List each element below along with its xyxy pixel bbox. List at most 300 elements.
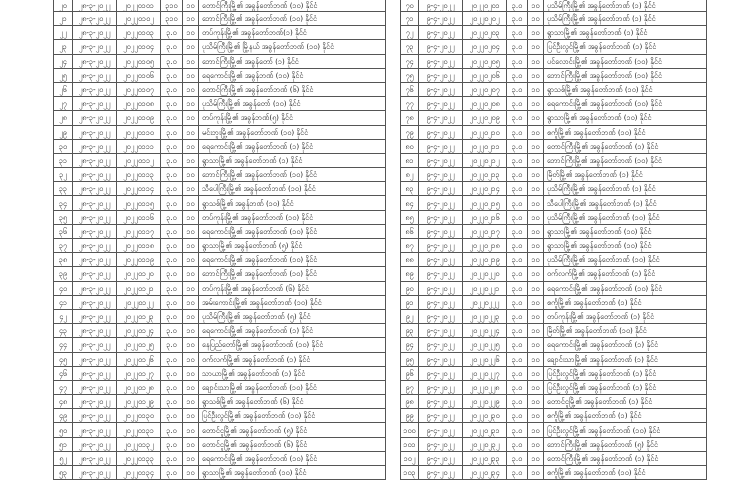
amount-cell: ၃.၀ <box>161 239 183 253</box>
reference-cell: ၂၀၂၂၀၂၁၇ <box>463 224 507 238</box>
table-row <box>401 224 707 238</box>
count-cell: ၁၀ <box>183 466 199 480</box>
table-row <box>54 281 386 295</box>
row-number-cell: ၄၃ <box>54 324 73 338</box>
date-cell: ၂၈-၃-၂၀၂၂ <box>73 139 117 153</box>
date-cell: ၂၈-၃-၂၀၂၂ <box>73 182 117 196</box>
date-cell: ၉-၄-၂၀၂၂ <box>419 168 463 182</box>
description-cell: ပြင်ဦးလွင်မြို့၏ အခွန်တော်ဘဏ် (၁) နိုင်ငံ <box>544 40 707 54</box>
count-cell: ၁၀ <box>183 68 199 82</box>
description-cell: အမ်းကောင်းမြို့၏ အခွန်တော်ဘဏ် (၁၀) နိုင်ငံ <box>199 295 386 309</box>
description-cell: ရေကောင်းမြို့၏ အခွန်တော်ဘဏ် (၁၀) နိုင်ငံ <box>199 224 386 238</box>
description-cell: ဘောင်ကြီးမြို့၏ အခွန်တော်ဘဏ် (၁၀) နိုင်ငံ <box>544 68 707 82</box>
table-row <box>401 40 707 54</box>
reference-cell: ၂၀၂၂၀၂၃၀ <box>463 409 507 423</box>
description-cell: ဘောင်ကြီးမြို့၏ အခွန်တော်ဘဏ် (၅) နိုင်ငံ <box>544 437 707 451</box>
count-cell: ၁၀ <box>528 82 544 96</box>
amount-cell: ၃၁၀ <box>161 0 183 12</box>
table-row <box>54 352 386 366</box>
reference-cell: ၂၀၂၂၀၁၁၈ <box>117 239 161 253</box>
date-cell: ၉-၄-၂၀၂၂ <box>419 111 463 125</box>
right-table <box>400 0 707 480</box>
table-row <box>54 239 386 253</box>
row-number-cell: ၈၂ <box>401 168 419 182</box>
reference-cell: ၂၀၂၂၀၁၁၂ <box>117 153 161 167</box>
count-cell: ၁၀ <box>528 451 544 465</box>
count-cell: ၁၀ <box>183 338 199 352</box>
count-cell: ၁၀ <box>183 153 199 167</box>
date-cell: ၂၈-၃-၂၀၂၂ <box>73 324 117 338</box>
date-cell: ၂၈-၃-၂၀၂၂ <box>73 267 117 281</box>
date-cell: ၂၈-၃-၂၀၂၂ <box>73 309 117 323</box>
reference-cell: ၂၀၂၂၀၁၂၄ <box>117 324 161 338</box>
description-cell: တောင်ကြီးမြို့၏ အခွန်တော်ဘဏ် (၁) နိုင်ငံ <box>544 451 707 465</box>
amount-cell: ၃.၀ <box>161 281 183 295</box>
amount-cell: ၃.၀ <box>161 224 183 238</box>
amount-cell: ၃.၀ <box>507 82 528 96</box>
amount-cell: ၃.၀ <box>507 12 528 26</box>
reference-cell: ၂၀၂၂၀၁၂၀ <box>117 267 161 281</box>
row-number-cell: ၁၀၁ <box>401 437 419 451</box>
reference-cell: ၂၀၂၂၀၂၀၇ <box>463 82 507 96</box>
date-cell: ၉-၄-၂၀၂၂ <box>419 239 463 253</box>
row-number-cell: ၃၅ <box>54 210 73 224</box>
reference-cell: ၂၀၂၂၀၂၁၈ <box>463 239 507 253</box>
reference-cell: ၂၀၂၂၀၂၀၂ <box>463 12 507 26</box>
description-cell: ပြင်ဦးလွင်မြို့၏ အခွန်တော်ဘဏ် (၁) နိုင်ငံ <box>544 366 707 380</box>
count-cell: ၁၀ <box>528 12 544 26</box>
date-cell: ၂၈-၃-၂၀၂၂ <box>73 168 117 182</box>
row-number-cell: ၃၃ <box>54 182 73 196</box>
description-cell: ရေကောင်းမြို့၏ အခွန်တော်ဘဏ် (၁၀) နိုင်ငံ <box>199 253 386 267</box>
date-cell: ၂၈-၃-၂၀၂၂ <box>73 395 117 409</box>
table-row <box>54 26 386 40</box>
amount-cell: ၃.၀ <box>161 153 183 167</box>
row-number-cell: ၈၈ <box>401 253 419 267</box>
amount-cell: ၃.၀ <box>161 253 183 267</box>
description-cell: တပ်ကုန်းမြို့၏ အခွန်တော်ဘဏ် (၆) နိုင်ငံ <box>199 281 386 295</box>
row-number-cell: ၉၈ <box>401 395 419 409</box>
table-row <box>401 26 707 40</box>
reference-cell: ၂၀၂၂၀၂၂၈ <box>463 380 507 394</box>
description-cell: ပင်လောင်းမြို့၏ အခွန်တော်ဘဏ် (၁၀) နိုင်ငံ <box>544 54 707 68</box>
count-cell: ၁၀ <box>528 324 544 338</box>
row-number-cell: ၂၃ <box>54 40 73 54</box>
reference-cell: ၂၀၂၂၀၂၀၉ <box>463 111 507 125</box>
description-cell: စင်္ကူမြို့၏ အခွန်တော်ဘဏ် (၁) နိုင်ငံ <box>544 295 707 309</box>
amount-cell: ၃.၀ <box>507 224 528 238</box>
amount-cell: ၃.၀ <box>161 54 183 68</box>
date-cell: ၉-၄-၂၀၂၂ <box>419 267 463 281</box>
amount-cell: ၃.၀ <box>507 153 528 167</box>
date-cell: ၉-၄-၂၀၂၂ <box>419 324 463 338</box>
table-row <box>54 309 386 323</box>
reference-cell: ၂၀၂၂၀၁၂၂ <box>117 295 161 309</box>
row-number-cell: ၃၀ <box>54 139 73 153</box>
amount-cell: ၃.၀ <box>161 295 183 309</box>
reference-cell: ၂၀၂၂၀၂၂၄ <box>463 324 507 338</box>
count-cell: ၁၀ <box>528 239 544 253</box>
reference-cell: ၂၀၂၂၀၁၀၄ <box>117 40 161 54</box>
description-cell: ဘောင်ကြီးမြို့၏ အခွန်တော်ဘဏ် (၁၀) နိုင်ငံ <box>199 267 386 281</box>
amount-cell: ၃.၀ <box>507 380 528 394</box>
reference-cell: ၂၀၂၂၀၂၂၇ <box>463 366 507 380</box>
description-cell: တောင်ကြီးမြို့၏ အခွန်တော်ဘဏ် (၆) နိုင်ငံ <box>199 82 386 96</box>
row-number-cell: ၈၃ <box>401 182 419 196</box>
description-cell: ရွာသာမြို့၏ အခွန်တော်ဘဏ် (၁) နိုင်ငံ <box>199 153 386 167</box>
table-row <box>401 409 707 423</box>
amount-cell: ၃.၀ <box>161 451 183 465</box>
table-row <box>54 182 386 196</box>
date-cell: ၂၈-၃-၂၀၂၂ <box>73 366 117 380</box>
table-row <box>401 380 707 394</box>
date-cell: ၉-၄-၂၀၂၂ <box>419 338 463 352</box>
row-number-cell: ၉၃ <box>401 324 419 338</box>
table-row <box>401 253 707 267</box>
amount-cell: ၃.၀ <box>507 0 528 12</box>
table-row <box>401 139 707 153</box>
count-cell: ၁၀ <box>183 437 199 451</box>
count-cell: ၁၀ <box>183 97 199 111</box>
reference-cell: ၂၀၂၂၀၁၁၁ <box>117 139 161 153</box>
count-cell: ၁၀ <box>183 309 199 323</box>
reference-cell: ၂၀၂၂၀၁၁၃ <box>117 168 161 182</box>
amount-cell: ၃.၀ <box>507 97 528 111</box>
description-cell: ရွာသာမြို့၏ အခွန်တော်ဘဏ် (၁) နိုင်ငံ <box>544 26 707 40</box>
date-cell: ၉-၄-၂၀၂၂ <box>419 26 463 40</box>
reference-cell: ၂၀၂၂၀၁၁၉ <box>117 253 161 267</box>
amount-cell: ၃.၀ <box>161 111 183 125</box>
amount-cell: ၃.၀ <box>161 82 183 96</box>
row-number-cell: ၂၆ <box>54 82 73 96</box>
description-cell: မင်းဘူးမြို့၏ အခွန်တော်ဘဏ် (၁၀) နိုင်ငံ <box>199 125 386 139</box>
table-row <box>54 395 386 409</box>
row-number-cell: ၈၇ <box>401 239 419 253</box>
amount-cell: ၃.၀ <box>161 309 183 323</box>
count-cell: ၁၀ <box>183 281 199 295</box>
count-cell: ၁၀ <box>528 125 544 139</box>
date-cell: ၂၈-၃-၂၀၂၂ <box>73 451 117 465</box>
amount-cell: ၃.၀ <box>507 253 528 267</box>
amount-cell: ၃.၀ <box>507 395 528 409</box>
table-row <box>401 281 707 295</box>
date-cell: ၉-၄-၂၀၂၂ <box>419 139 463 153</box>
row-number-cell: ၃၁ <box>54 153 73 167</box>
row-number-cell: ၃၂ <box>54 168 73 182</box>
amount-cell: ၃.၀ <box>507 54 528 68</box>
date-cell: ၂၈-၃-၂၀၂၂ <box>73 196 117 210</box>
table-row <box>54 40 386 54</box>
count-cell: ၁၀ <box>528 366 544 380</box>
amount-cell: ၃.၀ <box>507 239 528 253</box>
reference-cell: ၂၀၂၂၀၁၂၃ <box>117 309 161 323</box>
count-cell: ၁၀ <box>183 352 199 366</box>
table-row <box>54 366 386 380</box>
amount-cell: ၃.၀ <box>507 196 528 210</box>
table-row <box>54 168 386 182</box>
description-cell: ဘောင်ကြီးမြို့၏ အခွန်တော်ဘဏ် (၁၀) နိုင်ငံ <box>544 153 707 167</box>
description-cell: တပ်ကုန်းမြို့၏ အခွန်တော်ဘဏ်(၁) နိုင်ငံ <box>199 26 386 40</box>
reference-cell: ၂၀၂၂၀၂၁၄ <box>463 182 507 196</box>
table-row <box>54 437 386 451</box>
count-cell: ၁၀ <box>183 366 199 380</box>
reference-cell: ၂၀၂၂၀၂၁၅ <box>463 196 507 210</box>
table-row <box>54 82 386 96</box>
row-number-cell: ၇၃ <box>401 40 419 54</box>
description-cell: တပ်ကုန်းမြို့၏ အခွန်ဘဏ်(၅) နိုင်ငံ <box>199 111 386 125</box>
table-row <box>401 338 707 352</box>
row-number-cell: ၁၀၃ <box>401 466 419 480</box>
amount-cell: ၃.၀ <box>507 26 528 40</box>
row-number-cell: ၉၆ <box>401 366 419 380</box>
reference-cell: ၂၀၂၂၀၂၁၃ <box>463 168 507 182</box>
date-cell: ၂၈-၃-၂၀၂၂ <box>73 26 117 40</box>
row-number-cell: ၃၉ <box>54 267 73 281</box>
description-cell: ပုသိမ်ကြီးမြို့၏ အခွန်တော် (၁၀) နိုင်ငံ <box>199 97 386 111</box>
count-cell: ၁၀ <box>528 466 544 480</box>
amount-cell: ၃.၀ <box>507 111 528 125</box>
table-row <box>54 267 386 281</box>
row-number-cell: ၉၅ <box>401 352 419 366</box>
count-cell: ၁၀ <box>528 267 544 281</box>
amount-cell: ၃.၀ <box>161 267 183 281</box>
row-number-cell: ၃၆ <box>54 224 73 238</box>
date-cell: ၂၈-၃-၂၀၂၂ <box>73 210 117 224</box>
description-cell: သီပေါကြီးမြို့၏ အခွန်တော်ဘဏ် (၁) နိုင်ငံ <box>544 196 707 210</box>
reference-cell: ၂၀၂၂၀၁၂၇ <box>117 366 161 380</box>
amount-cell: ၃.၀ <box>161 26 183 40</box>
description-cell: ရွာသာမြို့၏ အခွန်တော်ဘဏ် (၁၀) နိုင်ငံ <box>544 239 707 253</box>
count-cell: ၁၀ <box>528 182 544 196</box>
row-number-cell: ၂၀ <box>54 0 73 12</box>
description-cell: ရွာသာမြို့၏ အခွန်တော်ဘဏ် (၁၀) နိုင်ငံ <box>544 111 707 125</box>
description-cell: တောင်ငူမြို့၏ အခွန်တော်ဘဏ် (၅) နိုင်ငံ <box>199 423 386 437</box>
amount-cell: ၃.၀ <box>161 352 183 366</box>
table-row <box>401 466 707 480</box>
row-number-cell: ၇၅ <box>401 68 419 82</box>
reference-cell: ၂၀၂၂၀၂၁၁ <box>463 139 507 153</box>
table-row <box>54 380 386 394</box>
amount-cell: ၃.၀ <box>161 409 183 423</box>
reference-cell: ၂၀၂၂၀၁၂၆ <box>117 352 161 366</box>
count-cell: ၁၀ <box>183 210 199 224</box>
table-row <box>401 97 707 111</box>
description-cell: ပုသိမ်ကြီးမြို့၏ မြို့နယ် အခွန်တော်ဘဏ် (၁၀) နိုင်ငံ <box>199 40 386 54</box>
reference-cell: ၂၀၂၂၀၂၁၂ <box>463 153 507 167</box>
description-cell: ရွာသစ်မြို့၏ အခွန်တော်ဘဏ် (၁၀) နိုင်ငံ <box>544 82 707 96</box>
reference-cell: ၂၀၂၂၀၂၂၅ <box>463 338 507 352</box>
row-number-cell: ၂၁ <box>54 12 73 26</box>
date-cell: ၉-၄-၂၀၂၂ <box>419 68 463 82</box>
date-cell: ၉-၄-၂၀၂၂ <box>419 437 463 451</box>
table-row <box>401 437 707 451</box>
amount-cell: ၃.၀ <box>161 437 183 451</box>
amount-cell: ၃.၀ <box>161 196 183 210</box>
count-cell: ၁၀ <box>183 267 199 281</box>
date-cell: ၂၈-၃-၂၀၂၂ <box>73 12 117 26</box>
row-number-cell: ၂၂ <box>54 26 73 40</box>
amount-cell: ၃.၀ <box>161 125 183 139</box>
table-row <box>54 0 386 12</box>
amount-cell: ၃.၀ <box>507 309 528 323</box>
row-number-cell: ၂၄ <box>54 54 73 68</box>
table-row <box>54 210 386 224</box>
date-cell: ၂၈-၃-၂၀၂၂ <box>73 437 117 451</box>
reference-cell: ၂၀၂၂၀၁၃၂ <box>117 437 161 451</box>
table-row <box>401 153 707 167</box>
description-cell: မြိတ်မြို့၏ အခွန်တော်ဘဏ် (၁) နိုင်ငံ <box>544 168 707 182</box>
row-number-cell: ၉၀ <box>401 281 419 295</box>
count-cell: ၁၀ <box>183 54 199 68</box>
reference-cell: ၂၀၂၂၀၂၀၃ <box>463 26 507 40</box>
amount-cell: ၃.၀ <box>161 466 183 480</box>
row-number-cell: ၉၉ <box>401 409 419 423</box>
row-number-cell: ၇၂ <box>401 26 419 40</box>
date-cell: ၂၈-၃-၂၀၂၂ <box>73 295 117 309</box>
row-number-cell: ၉၂ <box>401 309 419 323</box>
date-cell: ၂၈-၃-၂၀၂၂ <box>73 153 117 167</box>
date-cell: ၂၈-၃-၂၀၂၂ <box>73 239 117 253</box>
table-row <box>401 295 707 309</box>
reference-cell: ၂၀၂၂၀၂၃၁ <box>463 423 507 437</box>
amount-cell: ၃.၀ <box>161 380 183 394</box>
amount-cell: ၃.၀ <box>507 281 528 295</box>
description-cell: ပြင်ဦးလွင်မြို့၏ အခွန်တော်ဘဏ် (၁၀) နိုင်ငံ <box>544 423 707 437</box>
row-number-cell: ၄၂ <box>54 309 73 323</box>
count-cell: ၁၀ <box>528 139 544 153</box>
table-row <box>401 125 707 139</box>
amount-cell: ၃.၀ <box>507 409 528 423</box>
row-number-cell: ၂၉ <box>54 125 73 139</box>
description-cell: ဝက်လက်မြို့၏ အခွန်တော်ဘဏ် (၁) နိုင်ငံ <box>544 267 707 281</box>
amount-cell: ၃.၀ <box>507 466 528 480</box>
date-cell: ၂၈-၃-၂၀၂၂ <box>73 68 117 82</box>
description-cell: စင်္ကူမြို့၏ အခွန်တော်ဘဏ် (၁) နိုင်ငံ <box>544 409 707 423</box>
table-row <box>54 338 386 352</box>
reference-cell: ၂၀၂၂၀၂၃၃ <box>463 451 507 465</box>
reference-cell: ၂၀၂၂၀၂၂၃ <box>463 309 507 323</box>
description-cell: ပုသိမ်ကြီးမြို့၏ အခွန်တော်ဘဏ် (၁) နိုင်ငံ <box>544 12 707 26</box>
reference-cell: ၂၀၂၂၀၁၂၁ <box>117 281 161 295</box>
table-row <box>401 68 707 82</box>
count-cell: ၁၀ <box>528 26 544 40</box>
count-cell: ၁၀ <box>183 380 199 394</box>
amount-cell: ၃.၀ <box>161 182 183 196</box>
description-cell: ရေကောင်းမြို့၏ အခွန်တော်ဘဏ် (၁) နိုင်ငံ <box>544 338 707 352</box>
table-row <box>54 111 386 125</box>
table-row <box>54 466 386 480</box>
date-cell: ၉-၄-၂၀၂၂ <box>419 409 463 423</box>
date-cell: ၂၈-၃-၂၀၂၂ <box>73 253 117 267</box>
reference-cell: ၂၀၂၂၀၁၀၉ <box>117 111 161 125</box>
count-cell: ၁၀ <box>528 338 544 352</box>
table-row <box>54 54 386 68</box>
count-cell: ၁၀ <box>183 182 199 196</box>
description-cell: စင်္ကူမြို့၏ အခွန်တော်ဘဏ် (၁၀) နိုင်ငံ <box>544 125 707 139</box>
count-cell: ၁၀ <box>528 309 544 323</box>
table-row <box>401 111 707 125</box>
row-number-cell: ၇၁ <box>401 12 419 26</box>
description-cell: တောင်ကြီးမြို့၏ အခွန်တော်ဘဏ် (၁၀) နိုင်ငံ <box>199 0 386 12</box>
reference-cell: ၂၀၂၂၀၁၁၀ <box>117 125 161 139</box>
row-number-cell: ၉၇ <box>401 380 419 394</box>
date-cell: ၂၈-၃-၂၀၂၂ <box>73 281 117 295</box>
date-cell: ၂၈-၃-၂၀၂၂ <box>73 0 117 12</box>
count-cell: ၁၀ <box>183 224 199 238</box>
amount-cell: ၃.၀ <box>507 437 528 451</box>
table-row <box>401 423 707 437</box>
amount-cell: ၃.၀ <box>161 395 183 409</box>
description-cell: ရွာသာမြို့၏ အခွန်တော်ဘဏ် (၅) နိုင်ငံ <box>199 239 386 253</box>
count-cell: ၁၀ <box>528 380 544 394</box>
date-cell: ၉-၄-၂၀၂၂ <box>419 0 463 12</box>
date-cell: ၉-၄-၂၀၂၂ <box>419 210 463 224</box>
description-cell: ပုသိမ်ကြီးမြို့၏ အခွန်တော်ဘဏ် (၁၀) နိုင်ငံ <box>544 210 707 224</box>
count-cell: ၁၀ <box>528 196 544 210</box>
reference-cell: ၂၀၂၂၀၁၀၅ <box>117 54 161 68</box>
row-number-cell: ၇၇ <box>401 97 419 111</box>
table-row <box>54 324 386 338</box>
description-cell: ချောင်းသာမြို့၏ အခွန်တော်ဘဏ် (၁၀) နိုင်ငံ <box>199 380 386 394</box>
amount-cell: ၃.၀ <box>507 182 528 196</box>
date-cell: ၉-၄-၂၀၂၂ <box>419 466 463 480</box>
table-row <box>54 139 386 153</box>
description-cell: ဘောင်ကြီးမြို့၏ အခွန်တော်ဘဏ် (၁၀) နိုင်ငံ <box>199 12 386 26</box>
reference-cell: ၂၀၂၂၀၂၀၈ <box>463 97 507 111</box>
row-number-cell: ၄၇ <box>54 380 73 394</box>
reference-cell: ၂၀၂၂၀၂၃၂ <box>463 437 507 451</box>
description-cell: ရေကောင်းမြို့၏ အခွန်တော်ဘဏ် (၁) နိုင်ငံ <box>199 324 386 338</box>
table-row <box>401 196 707 210</box>
table-row <box>54 295 386 309</box>
amount-cell: ၃.၀ <box>507 139 528 153</box>
row-number-cell: ၇၉ <box>401 125 419 139</box>
reference-cell: ၂၀၂၂၀၁၀၇ <box>117 82 161 96</box>
count-cell: ၁၀ <box>183 253 199 267</box>
amount-cell: ၃.၀ <box>161 139 183 153</box>
count-cell: ၁၀ <box>528 295 544 309</box>
reference-cell: ၂၀၂၂၀၂၀၅ <box>463 54 507 68</box>
count-cell: ၁၀ <box>528 97 544 111</box>
count-cell: ၁၀ <box>528 153 544 167</box>
reference-cell: ၂၀၂၂၀၂၃၄ <box>463 466 507 480</box>
row-number-cell: ၈၆ <box>401 224 419 238</box>
description-cell: သီပေါကြီးမြို့၏ အခွန်တော်ဘဏ် (၁၀) နိုင်ငံ <box>199 182 386 196</box>
table-row <box>54 97 386 111</box>
row-number-cell: ၂၇ <box>54 97 73 111</box>
description-cell: ဝက်လက်မြို့၏ အခွန်တော်ဘဏ် (၁) နိုင်ငံ <box>199 352 386 366</box>
amount-cell: ၃၁၀ <box>161 12 183 26</box>
date-cell: ၂၈-၃-၂၀၂၂ <box>73 423 117 437</box>
count-cell: ၁၀ <box>528 352 544 366</box>
reference-cell: ၂၀၂၂၀၂၁၉ <box>463 253 507 267</box>
table-row <box>54 224 386 238</box>
row-number-cell: ၄၉ <box>54 409 73 423</box>
amount-cell: ၃.၀ <box>507 168 528 182</box>
count-cell: ၁၀ <box>528 68 544 82</box>
reference-cell: ၂၀၂၂၀၂၂၀ <box>463 267 507 281</box>
count-cell: ၁၀ <box>183 125 199 139</box>
date-cell: ၂၈-၃-၂၀၂၂ <box>73 409 117 423</box>
date-cell: ၉-၄-၂၀၂၂ <box>419 54 463 68</box>
amount-cell: ၃.၀ <box>507 324 528 338</box>
reference-cell: ၂၀၂၂၀၂၀၄ <box>463 40 507 54</box>
reference-cell: ၂၀၂၂၀၁၃၄ <box>117 466 161 480</box>
amount-cell: ၃.၀ <box>507 210 528 224</box>
table-row <box>401 210 707 224</box>
description-cell: စင်္ကူမြို့၏ အခွန်တော်ဘဏ် (၁၀) နိုင်ငံ <box>544 466 707 480</box>
table-row <box>401 352 707 366</box>
